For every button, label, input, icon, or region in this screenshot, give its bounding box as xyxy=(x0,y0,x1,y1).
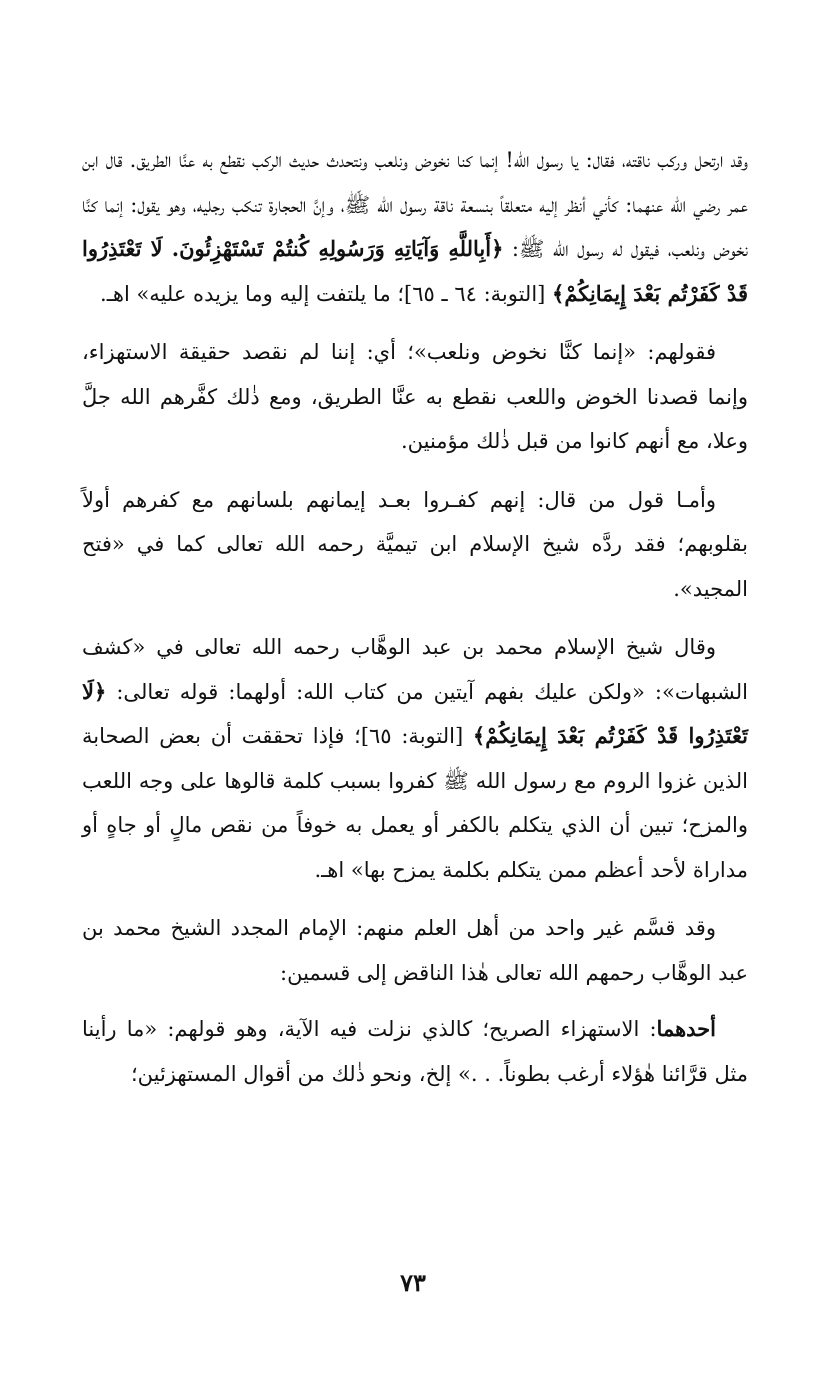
heading-term: أحدهما xyxy=(656,1016,716,1041)
quran-verse: ﴿أَبِاللَّهِ وَآيَاتِهِ وَرَسُولِهِ كُنتُمْ تَسْتَهْزِئُونَ. لَا تَعْتَذِرُوا قَدْ كَفَرْتُم بَعْدَ إِيمَانِكُمْ﴾ xyxy=(82,236,748,306)
paragraph-5 xyxy=(82,906,748,995)
page-number: ٧٣ xyxy=(400,1268,426,1297)
paragraph-2 xyxy=(82,330,748,464)
paragraph-6 xyxy=(82,1007,748,1096)
paragraph-3 xyxy=(82,478,748,612)
paragraph-1 xyxy=(82,138,748,316)
text-segment: وقد قسَّم غير واحد من أهل العلم منهم: الإمام المجدد الشيخ محمد بن عبد الوهَّاب رحمهم الله تعالى هٰذا الناقض إلى قسمين: xyxy=(82,916,748,985)
text-segment: فقولهم: «إنما كنَّا نخوض ونلعب»؛ أي: إننا لم نقصد حقيقة الاستهزاء، وإنما قصدنا الخوض واللعب نقطع به عنَّا الطريق، ومع ذٰلك كفَّرهم الله جلَّ وعلا، مع أنهم كانوا من قبل ذٰلك مؤمنين. xyxy=(82,340,748,453)
text-segment: وقال شيخ الإسلام محمد بن عبد الوهَّاب رحمه الله تعالى في «كشف الشبهات»: «ولكن عليك بفهم آيتين من كتاب الله: أولهما: قوله تعالى: xyxy=(82,635,748,704)
text-segment: [التوبة: ٦٤ ـ ٦٥]؛ ما يلتفت إليه وما يزيده عليه» اهـ. xyxy=(100,281,553,306)
text-segment: وأمـا قول من قال: إنهم كفـروا بعـد إيمانهم بلسانهم مع كفرهم أولاً بقلوبهم؛ فقد ردَّه شيخ الإسلام ابن تيميَّة رحمه الله تعالى كما في «فتح المجيد». xyxy=(82,487,748,601)
text-segment: [التوبة: ٦٥]؛ فإذا تحققت أن بعض الصحابة الذين غزوا الروم مع رسول الله ﷺ كفروا بسبب كلمة قالوها على وجه اللعب والمزح؛ تبين أن الذي يتكلم بالكفر أو يعمل به خوفاً من نقص مالٍ أو جاهٍ أو مداراة لأحد أعظم ممن يتكلم بكلمة يمزح بها» اهـ. xyxy=(82,724,748,882)
paragraph-4 xyxy=(82,625,748,892)
quran-verse: ﴿لَا تَعْتَذِرُوا قَدْ كَفَرْتُم بَعْدَ إِيمَانِكُمْ﴾ xyxy=(82,678,748,748)
text-segment: وقد ارتحل وركب ناقته، فقال: يا رسول الله! إنما كنا نخوض ونلعب ونتحدث حديث الركب نقطع به عنَّا الطريق. قال ابن عمر رضي الله عنهما: كأني أنظر إليه متعلقاً بنسعة ناقة رسول الله ﷺ، وإنَّ الحجارة تنكب رجليه، وهو يقول: إنما كنَّا نخوض ونلعب، فيقول له رسول الله ﷺ: xyxy=(82,148,749,261)
page-body xyxy=(82,138,748,1110)
text-segment: : الاستهزاء الصريح؛ كالذي نزلت فيه الآية، وهو قولهم: «ما رأينا مثل قرَّائنا هٰؤلاء أرغب بطوناً. . .» إلخ، ونحو ذٰلك من أقوال المستهزئين؛ xyxy=(82,1017,748,1086)
